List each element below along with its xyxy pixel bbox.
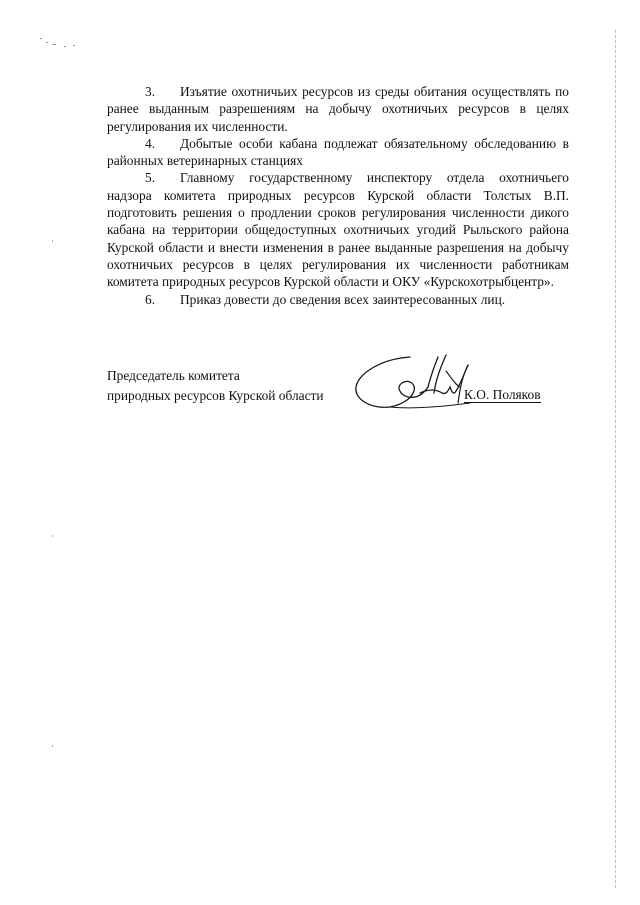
paragraph-text: Изъятие охотничьих ресурсов из среды обитания осуществлять по ранее выданным разрешениям на добычу охотничьих ресурсов в целях регулирования их численности. xyxy=(107,84,569,134)
paragraph-item-5 xyxy=(107,169,569,290)
signer-name: К.О. Поляков xyxy=(464,387,541,402)
scan-dot xyxy=(52,240,53,242)
scan-specks xyxy=(40,36,80,50)
paragraph-item-6 xyxy=(107,291,569,308)
paragraph-text: Главному государственному инспектору отдела охотничьего надзора комитета природных ресурсов Курской области Толстых В.П. подготовить решения о продлении сроков регулирования численности дикого кабана на территории общедоступных охотничьих угодий Рыльского района Курской области и внести изменения в ранее выданные разрешения на добычу охотничьих ресурсов в целях регулирования их численности работникам комитета природных ресурсов Курской области и ОКУ «Курскохотрыбцентр». xyxy=(107,170,569,290)
paragraph-text: Добытые особи кабана подлежат обязательному обследованию в районных ветеринарных станциях xyxy=(107,135,569,169)
scan-edge-artifact xyxy=(615,30,616,890)
paragraph-number: 6. xyxy=(145,291,156,307)
signer-title-line-2: природных ресурсов Курской области xyxy=(107,388,324,403)
signature-block xyxy=(107,367,577,427)
paragraph-item-3 xyxy=(107,83,569,135)
paragraph-number: 4. xyxy=(145,135,156,151)
handwritten-signature-icon xyxy=(350,349,550,419)
signer-title-line-1: Председатель комитета xyxy=(107,368,240,383)
scan-dot xyxy=(52,745,53,747)
order-body xyxy=(107,83,569,308)
scan-dot xyxy=(52,535,53,537)
paragraph-number: 3. xyxy=(145,84,156,99)
paragraph-item-4 xyxy=(107,135,569,170)
paragraph-text: Приказ довести до сведения всех заинтересованных лиц. xyxy=(180,291,506,307)
paragraph-number: 5. xyxy=(145,170,156,186)
